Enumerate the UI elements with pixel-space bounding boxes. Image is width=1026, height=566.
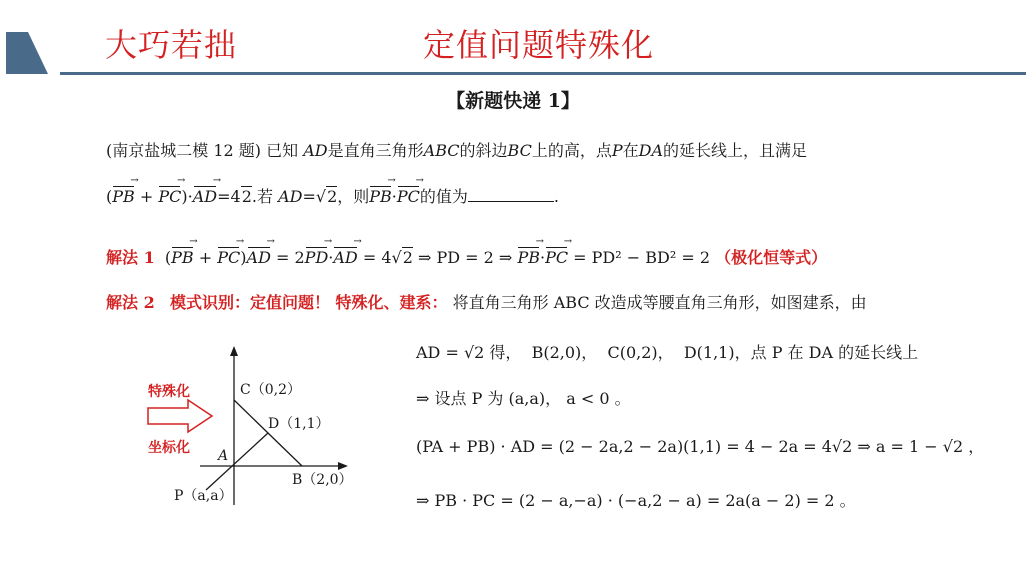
solution-2-intro: 模式识别：定值问题！ 特殊化、建系： — [169, 293, 448, 312]
label-special: 特殊化 — [148, 384, 190, 400]
solution-2-label: 解法 2 — [106, 293, 155, 312]
solution-1: 解法 1 (PB → + PC →)AD → = 2PD →·AD → = 4√2 ⇒ PD = 2 ⇒ PB →·PC → = PD² − BD² = 2 （极化恒等式） — [106, 245, 827, 268]
step-2: ⇒ 设点 P 为 (a,a)， a < 0 。 — [416, 389, 631, 408]
corner-decoration — [6, 32, 48, 74]
point-b-label: B（2,0） — [292, 472, 353, 488]
x-axis-arrow — [338, 462, 348, 470]
solution-2-text: 将直角三角形 ABC 改造成等腰直角三角形，如图建系，由 — [452, 293, 867, 312]
header-rule — [60, 72, 1026, 75]
segment-dp — [206, 433, 268, 490]
problem-line-1: (南京盐城二模 12 题) 已知 AD是直角三角形ABC的斜边BC上的高，点P在DA的延长线上，且满足 — [106, 141, 808, 160]
step-3: (PA + PB) · AD = (2 − 2a,2 − 2a)(1,1) = 4 − 2a = 4√2 ⇒ a = 1 − √2 ， — [416, 437, 985, 456]
point-d-label: D（1,1） — [268, 416, 330, 432]
solution-2 — [106, 290, 867, 313]
step-1: AD = √2 得， B(2,0)， C(0,2)， D(1,1)，点 P 在 DA 的延长线上 — [416, 343, 919, 362]
problem-source: (南京盐城二模 12 题) — [106, 141, 262, 160]
problem-line-2: (PB → + PC →)·AD →=42.若 AD=√2，则PB →·PC →的值为 . — [106, 184, 559, 207]
label-coord: 坐标化 — [148, 440, 190, 456]
solution-1-note: （极化恒等式） — [715, 248, 828, 267]
point-p-label: P（a,a） — [174, 488, 233, 504]
step-4: ⇒ PB · PC = (2 − a,−a) · (−a,2 − a) = 2a(a − 2) = 2 。 — [416, 491, 856, 510]
point-a-label: A — [218, 448, 229, 464]
answer-blank — [468, 201, 554, 202]
point-c-label: C（0,2） — [240, 382, 301, 398]
slide-motto: 大巧若拙 — [105, 26, 238, 64]
solution-1-label: 解法 1 — [106, 248, 155, 267]
slide-topic: 定值问题特殊化 — [423, 26, 655, 64]
page-title: 【新题快递 1】 — [446, 90, 580, 112]
coordinate-figure — [140, 340, 380, 530]
y-axis-arrow — [230, 346, 238, 356]
transform-arrow-icon — [148, 400, 212, 432]
